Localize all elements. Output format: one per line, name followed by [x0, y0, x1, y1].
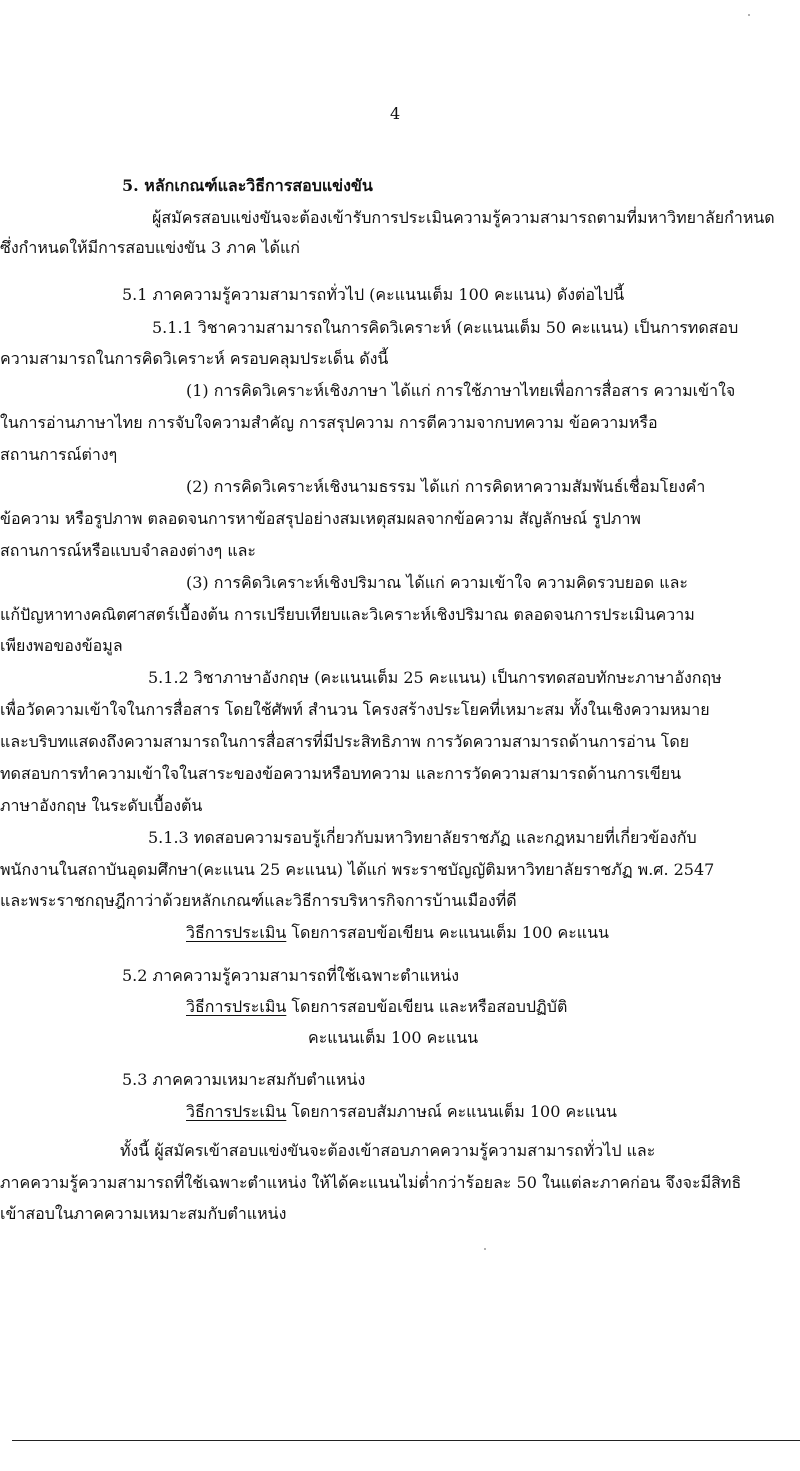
closing-line-3: เข้าสอบในภาคความเหมาะสมกับตำแหน่ง — [0, 1204, 287, 1223]
sub3-line-2: พนักงานในสถาบันอุดมศึกษา(คะแนน 25 คะแนน) ได้แก่ พระราชบัญญัติมหาวิทยาลัยราชภัฏ พ.ศ. 2547 — [0, 860, 715, 879]
item2-line-2: ข้อความ หรือรูปภาพ ตลอดจนการหาข้อสรุปอย่างสมเหตุสมผลจากข้อความ สัญลักษณ์ รูปภาพ — [0, 509, 641, 528]
sub1-line-2: ความสามารถในการคิดวิเคราะห์ ครอบคลุมประเด็น ดังนี้ — [0, 349, 389, 368]
item2-line-3: สถานการณ์หรือแบบจำลองต่างๆ และ — [0, 541, 257, 560]
part1-assessment-label: วิธีการประเมิน — [186, 923, 287, 942]
item3-line-3: เพียงพอของข้อมูล — [0, 636, 123, 655]
part1-assessment — [186, 923, 609, 943]
sub2-line-1: 5.1.2 วิชาภาษาอังกฤษ (คะแนนเต็ม 25 คะแนน) เป็นการทดสอบทักษะภาษาอังกฤษ — [148, 668, 722, 687]
item1-line-3: สถานการณ์ต่างๆ — [0, 445, 118, 464]
section-heading: 5. หลักเกณฑ์และวิธีการสอบแข่งขัน — [122, 176, 373, 195]
sub3-line-1: 5.1.3 ทดสอบความรอบรู้เกี่ยวกับมหาวิทยาลัยราชภัฏ และกฎหมายที่เกี่ยวข้องกับ — [148, 828, 697, 847]
item2-line-1: (2) การคิดวิเคราะห์เชิงนามธรรม ได้แก่ การคิดหาความสัมพันธ์เชื่อมโยงคำ — [186, 477, 706, 496]
item1-line-2: ในการอ่านภาษาไทย การจับใจความสำคัญ การสรุปความ การตีความจากบทความ ข้อความหรือ — [0, 413, 658, 432]
part2-assessment-score: คะแนนเต็ม 100 คะแนน — [308, 1028, 479, 1047]
sub2-line-3: และบริบทแสดงถึงความสามารถในการสื่อสารที่มีประสิทธิภาพ การวัดความสามารถด้านการอ่าน โดย — [0, 732, 690, 751]
closing-line-2: ภาคความรู้ความสามารถที่ใช้เฉพาะตำแหน่ง ให้ได้คะแนนไม่ต่ำกว่าร้อยละ 50 ในแต่ละภาคก่อน จึงจะมีสิทธิ — [0, 1173, 742, 1192]
sub3-line-3: และพระราชกฤษฎีกาว่าด้วยหลักเกณฑ์และวิธีการบริหารกิจการบ้านเมืองที่ดี — [0, 891, 517, 910]
page-number: 4 — [390, 104, 401, 123]
part2-title: 5.2 ภาคความรู้ความสามารถที่ใช้เฉพาะตำแหน่ง — [122, 966, 460, 985]
part3-title: 5.3 ภาคความเหมาะสมกับตำแหน่ง — [122, 1070, 366, 1089]
intro-line-2: ซึ่งกำหนดให้มีการสอบแข่งขัน 3 ภาค ได้แก่ — [0, 238, 300, 257]
part2-assessment — [186, 997, 567, 1017]
part2-assessment-text: โดยการสอบข้อเขียน และหรือสอบปฏิบัติ — [286, 997, 568, 1016]
part3-assessment-label: วิธีการประเมิน — [186, 1102, 287, 1121]
scan-speck — [484, 1248, 486, 1250]
item1-line-1: (1) การคิดวิเคราะห์เชิงภาษา ได้แก่ การใช้ภาษาไทยเพื่อการสื่อสาร ความเข้าใจ — [186, 381, 736, 400]
intro-line-1: ผู้สมัครสอบแข่งขันจะต้องเข้ารับการประเมินความรู้ความสามารถตามที่มหาวิทยาลัยกำหนด — [152, 208, 775, 227]
item3-line-1: (3) การคิดวิเคราะห์เชิงปริมาณ ได้แก่ ความเข้าใจ ความคิดรวบยอด และ — [186, 573, 688, 592]
sub2-line-5: ภาษาอังกฤษ ในระดับเบื้องต้น — [0, 796, 203, 815]
footer-rule — [12, 1440, 800, 1441]
part1-assessment-text: โดยการสอบข้อเขียน คะแนนเต็ม 100 คะแนน — [286, 923, 609, 942]
part1-title: 5.1 ภาคความรู้ความสามารถทั่วไป (คะแนนเต็ม 100 คะแนน) ดังต่อไปนี้ — [122, 285, 625, 304]
part3-assessment-text: โดยการสอบสัมภาษณ์ คะแนนเต็ม 100 คะแนน — [286, 1102, 617, 1121]
closing-line-1: ทั้งนี้ ผู้สมัครเข้าสอบแข่งขันจะต้องเข้าสอบภาคความรู้ความสามารถทั่วไป และ — [120, 1141, 656, 1160]
part2-assessment-label: วิธีการประเมิน — [186, 997, 287, 1016]
part3-assessment — [186, 1102, 617, 1122]
item3-line-2: แก้ปัญหาทางคณิตศาสตร์เบื้องต้น การเปรียบเทียบและวิเคราะห์เชิงปริมาณ ตลอดจนการประเมินความ — [0, 605, 695, 624]
sub2-line-4: ทดสอบการทำความเข้าใจในสาระของข้อความหรือบทความ และการวัดความสามารถด้านการเขียน — [0, 764, 682, 783]
scan-speck — [748, 14, 750, 16]
sub2-line-2: เพื่อวัดความเข้าใจในการสื่อสาร โดยใช้ศัพท์ สำนวน โครงสร้างประโยคที่เหมาะสม ทั้งในเชิงความหมาย — [0, 700, 710, 719]
sub1-line-1: 5.1.1 วิชาความสามารถในการคิดวิเคราะห์ (คะแนนเต็ม 50 คะแนน) เป็นการทดสอบ — [152, 318, 739, 337]
